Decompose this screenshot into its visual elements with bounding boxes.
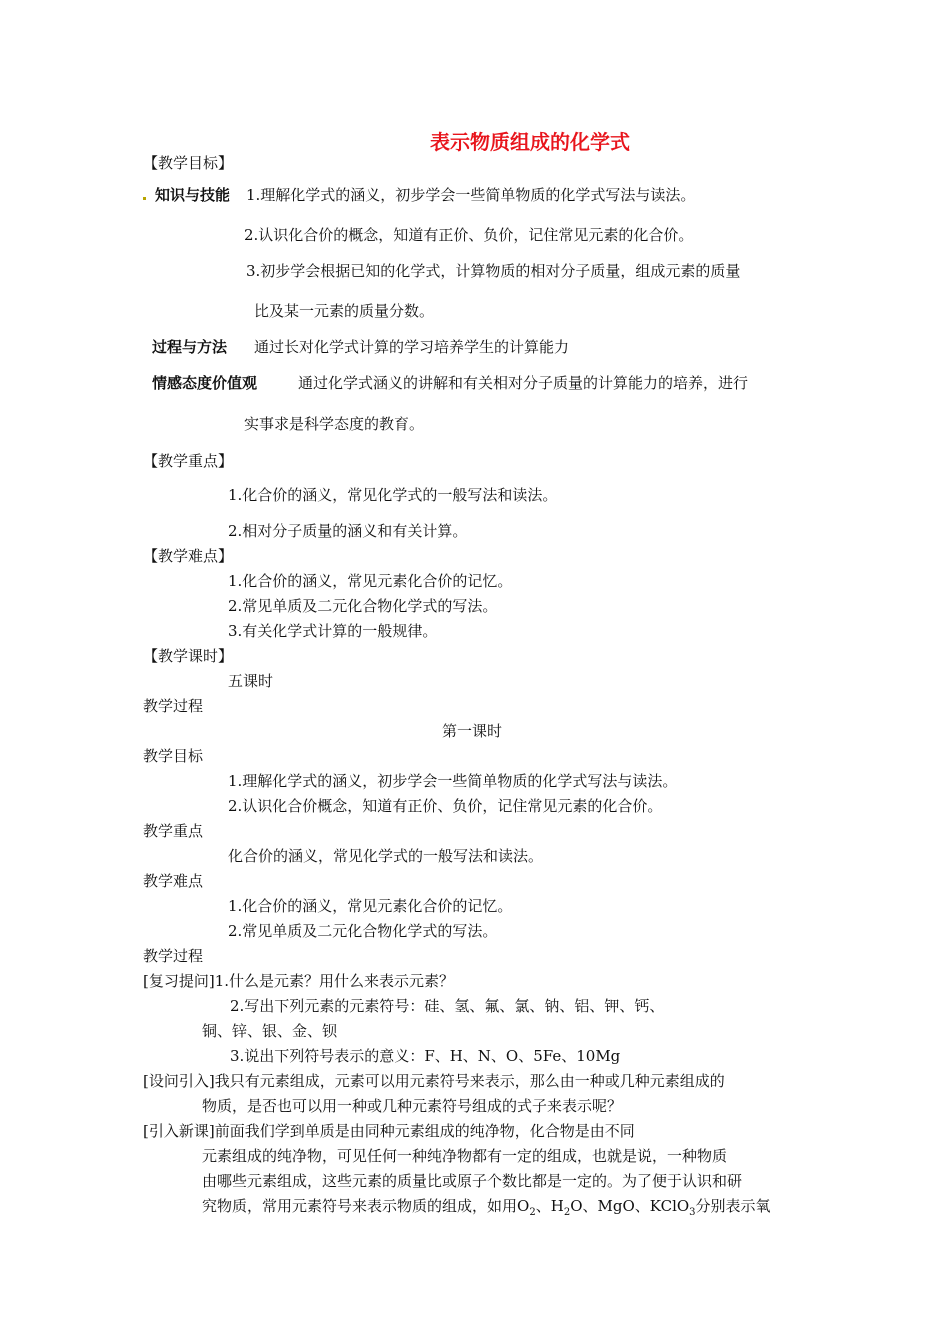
formula-part: H	[550, 1197, 564, 1215]
formula-h2o	[550, 1197, 583, 1218]
knowledge-item: 3.初步学会根据已知的化学式，计算物质的相对分子质量，组成元素的质量	[246, 262, 741, 280]
lesson-objectives-heading: 教学目标	[143, 747, 204, 765]
lesson-difficulty-item: 1.化合价的涵义，常见元素化合价的记忆。	[228, 897, 513, 915]
lesson-process-heading: 教学过程	[143, 947, 204, 965]
formula-o2	[517, 1197, 536, 1218]
bullet-dot	[143, 197, 146, 200]
subscript: 2	[529, 1207, 536, 1218]
lesson-title: 第一课时	[442, 722, 503, 740]
formula-part: KClO	[649, 1197, 690, 1215]
attitude-label: 情感态度价值观	[152, 374, 258, 392]
separator: 、	[535, 1197, 551, 1215]
key-points-heading: 【教学重点】	[143, 452, 234, 470]
lesson-difficulty-item: 2.常见单质及二元化合物化学式的写法。	[228, 922, 498, 940]
lesson-key-text: 化合价的涵义，常见化学式的一般写法和读法。	[228, 847, 544, 865]
formula-part: O	[517, 1197, 530, 1215]
knowledge-item: 1.理解化学式的涵义，初步学会一些简单物质的化学式写法与读法。	[246, 186, 696, 204]
subscript: 3	[689, 1207, 696, 1218]
attitude-text: 实事求是科学态度的教育。	[244, 415, 425, 433]
formula-mgo: MgO	[597, 1197, 635, 1215]
text-run: 究物质，常用元素符号来表示物质的组成，如用	[202, 1197, 518, 1215]
difficulty-item: 2.常见单质及二元化合物化学式的写法。	[228, 597, 498, 615]
formula-part: O	[570, 1197, 583, 1215]
intro-question: [设问引入]我只有元素组成，元素可以用元素符号来表示，那么由一种或几种元素组成的	[143, 1072, 725, 1090]
formula-kclo3	[649, 1197, 696, 1218]
lesson-difficulty-heading: 教学难点	[143, 872, 204, 890]
lesson-key-heading: 教学重点	[143, 822, 204, 840]
knowledge-label: 知识与技能	[155, 186, 231, 204]
review-question: 3.说出下列符号表示的意义：F、H、N、O、5Fe、10Mg	[230, 1047, 621, 1065]
difficulty-item: 3.有关化学式计算的一般规律。	[228, 622, 438, 640]
hours-value: 五课时	[228, 672, 274, 690]
lesson-objective-item: 1.理解化学式的涵义，初步学会一些简单物质的化学式写法与读法。	[228, 772, 678, 790]
review-question: [复习提问]1.什么是元素？用什么来表示元素？	[143, 972, 455, 990]
intro-question: 物质，是否也可以用一种或几种元素符号组成的式子来表示呢？	[202, 1097, 623, 1115]
process-heading: 教学过程	[143, 697, 204, 715]
process-label: 过程与方法	[152, 338, 228, 356]
subscript: 2	[563, 1207, 571, 1218]
separator: 、	[634, 1197, 650, 1215]
hours-heading: 【教学课时】	[143, 647, 234, 665]
page-title: 表示物质组成的化学式	[430, 130, 630, 154]
difficulties-heading: 【教学难点】	[143, 547, 234, 565]
key-point-item: 1.化合价的涵义，常见化学式的一般写法和读法。	[228, 486, 558, 504]
new-lesson-text	[202, 1196, 771, 1223]
attitude-text: 通过化学式涵义的讲解和有关相对分子质量的计算能力的培养，进行	[298, 374, 749, 392]
new-lesson-text: 元素组成的纯净物，可见任何一种纯净物都有一定的组成，也就是说，一种物质	[202, 1147, 728, 1165]
text-run: 分别表示氧	[695, 1197, 771, 1215]
review-question: 铜、锌、银、金、钡	[202, 1022, 338, 1040]
knowledge-item: 比及某一元素的质量分数。	[254, 302, 435, 320]
objectives-heading: 【教学目标】	[143, 154, 234, 172]
review-question: 2.写出下列元素的元素符号：硅、氢、氟、氯、钠、铝、钾、钙、	[230, 997, 665, 1015]
process-text: 通过长对化学式计算的学习培养学生的计算能力	[254, 338, 570, 356]
lesson-objective-item: 2.认识化合价概念，知道有正价、负价，记住常见元素的化合价。	[228, 797, 663, 815]
difficulty-item: 1.化合价的涵义，常见元素化合价的记忆。	[228, 572, 513, 590]
key-point-item: 2.相对分子质量的涵义和有关计算。	[228, 522, 468, 540]
new-lesson-text: 由哪些元素组成，这些元素的质量比或原子个数比都是一定的。为了便于认识和研	[202, 1172, 743, 1190]
knowledge-item: 2.认识化合价的概念，知道有正价、负价，记住常见元素的化合价。	[244, 226, 694, 244]
new-lesson-text: [引入新课]前面我们学到单质是由同种元素组成的纯净物，化合物是由不同	[143, 1122, 635, 1140]
separator: 、	[582, 1197, 598, 1215]
